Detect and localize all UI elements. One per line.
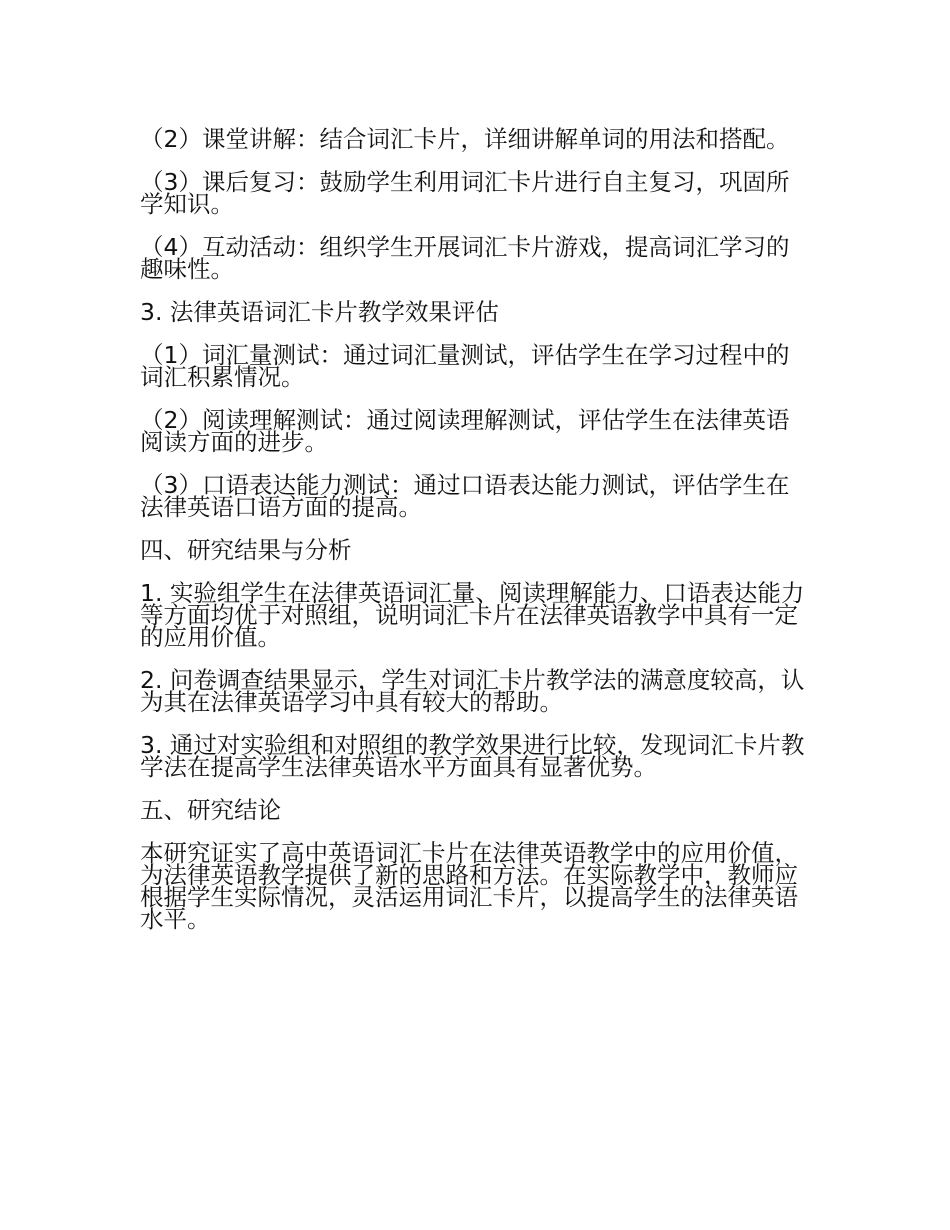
paragraph-result-3: 3. 通过对实验组和对照组的教学效果进行比较，发现词汇卡片教学法在提高学生法律英语水平方面具有显著优势。: [140, 731, 805, 781]
paragraph-result-2: 2. 问卷调查结果显示，学生对词汇卡片教学法的满意度较高，认为其在法律英语学习中具有较大的帮助。: [140, 666, 805, 716]
paragraph-vocabulary-test: （1）词汇量测试：通过词汇量测试，评估学生在学习过程中的词汇积累情况。: [140, 341, 790, 391]
paragraph-after-class-review: （3）课后复习：鼓励学生利用词汇卡片进行自主复习，巩固所学知识。: [140, 168, 790, 218]
section-heading-results: 四、研究结果与分析: [140, 536, 352, 564]
paragraph-reading-test: （2）阅读理解测试：通过阅读理解测试，评估学生在法律英语阅读方面的进步。: [140, 406, 790, 456]
section-heading-conclusion: 五、研究结论: [140, 796, 281, 824]
paragraph-conclusion: 本研究证实了高中英语词汇卡片在法律英语教学中的应用价值，为法律英语教学提供了新的思路和方法。在实际教学中，教师应根据学生实际情况，灵活运用词汇卡片，以提高学生的法律英语水平。: [140, 839, 798, 933]
paragraph-interactive-activities: （4）互动活动：组织学生开展词汇卡片游戏，提高词汇学习的趣味性。: [140, 233, 790, 283]
document-body: [140, 125, 812, 951]
paragraph-classroom-explanation: （2）课堂讲解：结合词汇卡片，详细讲解单词的用法和搭配。: [140, 125, 790, 153]
section-heading-evaluation: 3. 法律英语词汇卡片教学效果评估: [140, 298, 499, 326]
paragraph-speaking-test: （3）口语表达能力测试：通过口语表达能力测试，评估学生在法律英语口语方面的提高。: [140, 471, 790, 521]
paragraph-result-1: 1. 实验组学生在法律英语词汇量、阅读理解能力、口语表达能力等方面均优于对照组，说明词汇卡片在法律英语教学中具有一定的应用价值。: [140, 579, 805, 651]
